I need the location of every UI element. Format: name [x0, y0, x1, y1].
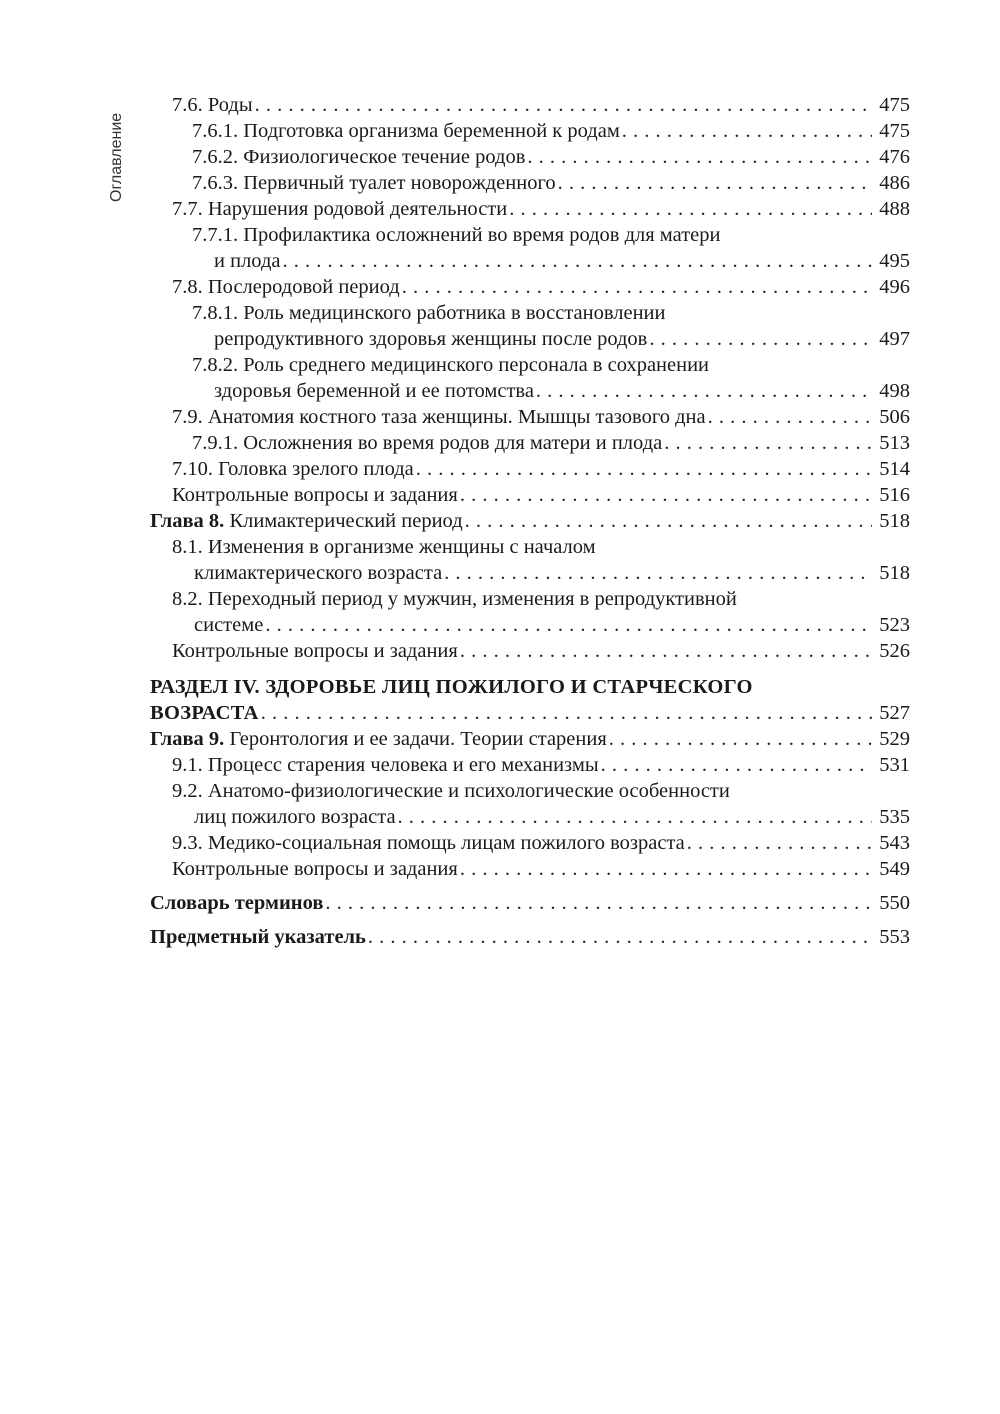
toc-entry[interactable] [150, 534, 910, 586]
dot-leader [609, 726, 872, 752]
dot-leader [398, 804, 872, 830]
dot-leader [460, 638, 872, 664]
dot-leader [283, 248, 873, 274]
toc-entry-title: 8.2. Переходный период у мужчин, изменения в репродуктивной [172, 588, 737, 610]
toc-entry-page: 529 [879, 728, 910, 750]
dot-leader [368, 924, 872, 950]
toc-entry-page: 496 [879, 276, 910, 298]
toc-entry-title: 7.8. Послеродовой период [172, 276, 400, 298]
dot-leader [687, 830, 872, 856]
chapter-number: Глава 8. [150, 510, 225, 532]
toc-entry-page: 475 [879, 120, 910, 142]
toc-entry[interactable] [150, 830, 910, 856]
dot-leader [465, 508, 872, 534]
toc-entry-page: 513 [879, 432, 910, 454]
toc-glossary-entry[interactable] [150, 890, 910, 916]
toc-entry[interactable] [150, 144, 910, 170]
toc-entry-title: 7.6. Роды [172, 94, 253, 116]
toc-entry[interactable] [150, 274, 910, 300]
toc-entry-page: 498 [879, 380, 910, 402]
toc-entry[interactable] [150, 586, 910, 638]
toc-entry[interactable] [150, 430, 910, 456]
toc-entry[interactable] [150, 638, 910, 664]
dot-leader [708, 404, 872, 430]
toc-entry-title-cont: и плода [214, 250, 281, 272]
toc-entry-title: 7.7.1. Профилактика осложнений во время родов для матери [192, 224, 721, 246]
dot-leader [444, 560, 872, 586]
toc-entry[interactable] [150, 404, 910, 430]
dot-leader [325, 890, 872, 916]
toc-entry-page: 476 [879, 146, 910, 168]
toc-entry-title: 7.9. Анатомия костного таза женщины. Мышцы тазового дна [172, 406, 706, 428]
dot-leader [416, 456, 872, 482]
toc-entry[interactable] [150, 300, 910, 352]
dot-leader [601, 752, 872, 778]
toc-entry-title: 9.3. Медико-социальная помощь лицам пожилого возраста [172, 832, 685, 854]
toc-entry[interactable] [150, 778, 910, 830]
toc-entry[interactable] [150, 752, 910, 778]
toc-entry-page: 553 [879, 926, 910, 948]
toc-entry-title: Геронтология и ее задачи. Теории старения [224, 728, 607, 750]
toc-entry-title: 7.8.1. Роль медицинского работника в восстановлении [192, 302, 666, 324]
toc-entry[interactable] [150, 456, 910, 482]
toc-entry-page: 531 [879, 754, 910, 776]
dot-leader [460, 856, 872, 882]
toc-entry-title: 7.8.2. Роль среднего медицинского персонала в сохранении [192, 354, 710, 376]
chapter-number: Глава 9. [150, 728, 225, 750]
toc-entry-title: 8.1. Изменения в организме женщины с началом [172, 536, 596, 558]
running-header [104, 102, 134, 222]
toc-entry-title: Контрольные вопросы и задания [172, 640, 458, 662]
toc-entry[interactable] [150, 352, 910, 404]
toc-entry-title-cont: климактерического возраста [194, 562, 443, 584]
toc-entry-page: 497 [879, 328, 910, 350]
toc-entry[interactable] [150, 856, 910, 882]
toc-entry-title-cont: репродуктивного здоровья женщины после родов [214, 328, 648, 350]
toc-entry-title: 9.2. Анатомо-физиологические и психологические особенности [172, 780, 730, 802]
dot-leader [509, 196, 872, 222]
dot-leader [255, 92, 872, 118]
toc-entry[interactable] [150, 118, 910, 144]
toc-entry-title: Контрольные вопросы и задания [172, 858, 458, 880]
toc-entry-title: 7.9.1. Осложнения во время родов для матери и плода [192, 432, 663, 454]
toc-entry-page: 488 [879, 198, 910, 220]
toc-entry-title: 7.7. Нарушения родовой деятельности [172, 198, 508, 220]
toc-entry-title-cont: системе [194, 614, 264, 636]
toc-entry-page: 475 [879, 94, 910, 116]
toc-entry-title: 7.10. Головка зрелого плода [172, 458, 414, 480]
toc-section-entry[interactable] [150, 674, 910, 726]
toc-entry-title: Контрольные вопросы и задания [172, 484, 458, 506]
toc-entry-page: 506 [879, 406, 910, 428]
toc-entry[interactable] [150, 92, 910, 118]
toc-entry-page: 526 [879, 640, 910, 662]
toc-entry-page: 543 [879, 832, 910, 854]
toc-entry-page: 535 [879, 806, 910, 828]
toc-entry-title: Предметный указатель [150, 926, 366, 948]
toc-entry-page: 518 [879, 562, 910, 584]
section-title: РАЗДЕЛ IV. ЗДОРОВЬЕ ЛИЦ ПОЖИЛОГО И СТАРЧЕСКОГО [150, 676, 753, 698]
toc-entry-title: 7.6.1. Подготовка организма беременной к родам [192, 120, 620, 142]
dot-leader [460, 482, 872, 508]
toc-chapter-entry[interactable] [150, 726, 910, 752]
toc-entry-page: 527 [879, 702, 910, 724]
dot-leader [664, 430, 872, 456]
toc-entry[interactable] [150, 170, 910, 196]
toc-entry-page: 550 [879, 892, 910, 914]
toc-entry-page: 495 [879, 250, 910, 272]
toc-entry-title: 9.1. Процесс старения человека и его механизмы [172, 754, 599, 776]
toc-entry-page: 514 [879, 458, 910, 480]
toc-entry-title: Климактерический период [224, 510, 463, 532]
section-title-cont: ВОЗРАСТА [150, 702, 259, 724]
toc-entry[interactable] [150, 222, 910, 274]
dot-leader [536, 378, 872, 404]
dot-leader [265, 612, 872, 638]
dot-leader [558, 170, 872, 196]
toc-entry-title: Словарь терминов [150, 892, 324, 914]
toc-entry-page: 518 [879, 510, 910, 532]
toc-chapter-entry[interactable] [150, 508, 910, 534]
toc-entry-title-cont: здоровья беременной и ее потомства [214, 380, 534, 402]
dot-leader [649, 326, 872, 352]
dot-leader [261, 700, 872, 726]
dot-leader [402, 274, 872, 300]
dot-leader [527, 144, 872, 170]
running-header-text: Оглавление [108, 112, 125, 202]
toc-entry-title: 7.6.3. Первичный туалет новорожденного [192, 172, 556, 194]
toc-entry-title-cont: лиц пожилого возраста [194, 806, 396, 828]
toc-entry[interactable] [150, 196, 910, 222]
dot-leader [622, 118, 872, 144]
toc-entry-page: 486 [879, 172, 910, 194]
table-of-contents [150, 92, 910, 950]
toc-entry-page: 516 [879, 484, 910, 506]
toc-entry-page: 549 [879, 858, 910, 880]
toc-entry-title: 7.6.2. Физиологическое течение родов [192, 146, 526, 168]
toc-index-entry[interactable] [150, 924, 910, 950]
toc-entry-page: 523 [879, 614, 910, 636]
toc-entry[interactable] [150, 482, 910, 508]
